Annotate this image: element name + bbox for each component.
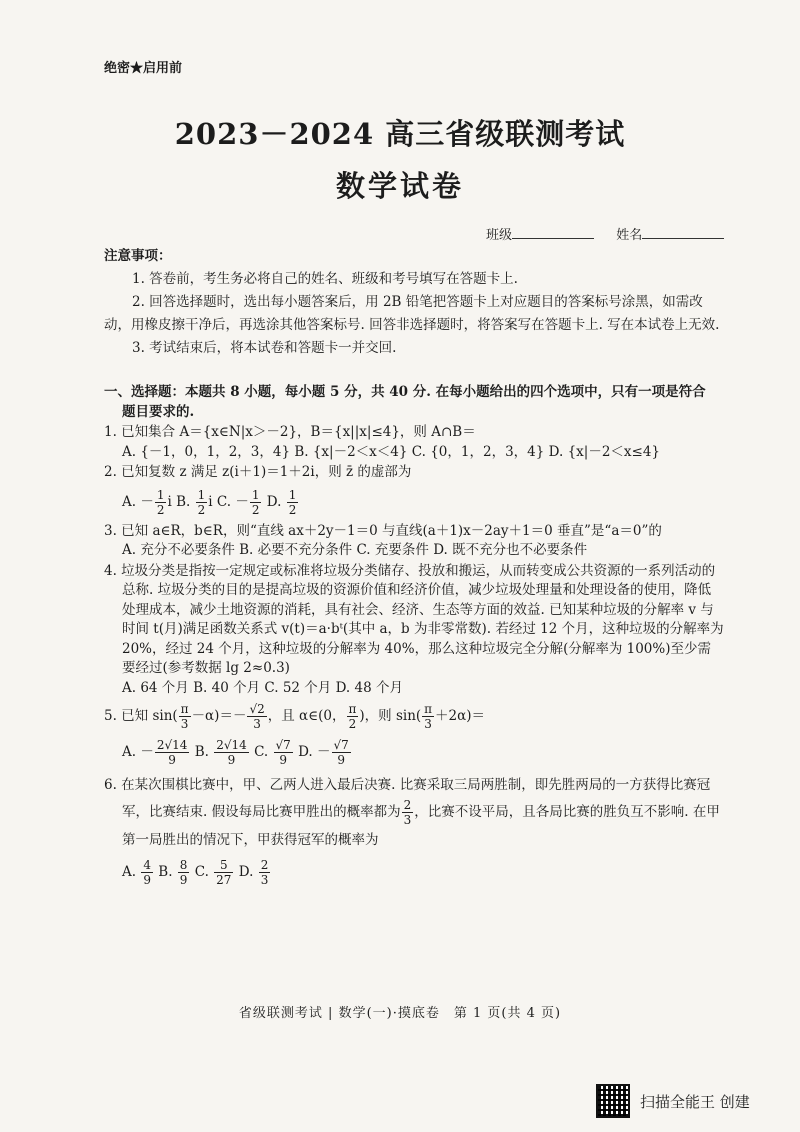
class-name-line bbox=[486, 224, 724, 243]
secret-label: 绝密★启用前 bbox=[104, 61, 183, 76]
question-stem: 4. 垃圾分类是指按一定规定或标准将垃圾分类储存、投放和搬运，从而转变成公共资源的一系列活动的总称. 垃圾分类的目的是提高垃圾的资源价值和经济价值，减少垃圾处理量和处理设备的使用，降低处理成本，减少土地资源的消耗，具有社会、经济、生态等方面的效益. 已知某种垃圾的分解率 v 与时间 t(月)满足函数关系式 v(t)＝a·bᵗ(其中 a，b 为非零常数). 若经过 12 个月，这种垃圾的分解率为 20%，经过 24 个月，这种垃圾的分解率为 40%，那么这种垃圾完全分解(分解率为 100%)至少需要经过(参考数据 lg 2≈0.3) bbox=[104, 562, 724, 676]
option-c: C. $\frac{5}{27}$ bbox=[194, 858, 232, 887]
option-b: B. 必要不充分条件 bbox=[239, 542, 353, 558]
scanner-watermark bbox=[596, 1084, 750, 1118]
option-d: D. － $\frac{√7}{9}$ bbox=[298, 738, 349, 767]
name-label: 姓名 bbox=[616, 228, 643, 243]
option-b: B. 40 个月 bbox=[193, 679, 261, 696]
options bbox=[104, 733, 724, 771]
question-1 bbox=[104, 423, 724, 462]
name-blank bbox=[642, 226, 724, 239]
note-item: 2. 回答选择题时，选出每小题答案后，用 2B 铅笔把答题卡上对应题目的答案标号涂黑，如需改动，用橡皮擦干净后，再选涂其他答案标号. 回答非选择题时，将答案写在答题卡上. 写在本试卷上无效. bbox=[104, 294, 720, 333]
option-a: A. 充分不必要条件 bbox=[122, 542, 235, 558]
options bbox=[104, 483, 724, 521]
option-b: B. {x|－2＜x＜4} bbox=[294, 443, 408, 460]
exam-subtitle: 数学试卷 bbox=[335, 169, 464, 203]
question-2 bbox=[104, 463, 724, 521]
option-c: C. {0，1，2，3，4} bbox=[411, 443, 545, 460]
question-stem: 6. 在某次围棋比赛中，甲、乙两人进入最后决赛. 比赛采取三局两胜制，即先胜两局的一方获得比赛冠军，比赛结束. 假设每局比赛甲胜出的概率都为 $\frac{2}{3}$ ，比赛不设平局，且各局比赛的胜负互不影响. 在甲第一局胜出的情况下，甲获得冠军的概率为 bbox=[104, 777, 720, 848]
section-heading-line1: 一、选择题：本题共 8 小题，每小题 5 分，共 40 分. 在每小题给出的四个选项中，只有一项是符合 bbox=[104, 384, 706, 400]
options bbox=[104, 679, 724, 699]
question-4 bbox=[104, 562, 724, 699]
class-label: 班级 bbox=[486, 228, 513, 243]
note-item: 3. 考试结束后，将本试卷和答题卡一并交回. bbox=[132, 340, 397, 356]
option-b: B. $\frac{8}{9}$ bbox=[158, 858, 188, 887]
exam-title: 2023－2024 高三省级联测考试 bbox=[174, 117, 626, 151]
question-3 bbox=[104, 522, 724, 561]
qr-code-icon bbox=[596, 1084, 630, 1118]
options bbox=[104, 443, 724, 463]
notes-heading: 注意事项： bbox=[104, 248, 172, 264]
question-stem: 2. 已知复数 z 满足 z(i＋1)＝1＋2i，则 z̄ 的虚部为 bbox=[104, 464, 412, 480]
question-stem: 1. 已知集合 A＝{x∈N|x＞－2}，B＝{x||x|≤4}，则 A∩B＝ bbox=[104, 424, 476, 440]
option-a: A. 64 个月 bbox=[122, 679, 189, 696]
option-a: A. {－1，0，1，2，3，4} bbox=[122, 443, 291, 460]
option-c: C. 52 个月 bbox=[264, 679, 332, 696]
option-a: A. － $\frac{2√14}{9}$ bbox=[122, 738, 188, 767]
question-stem: 5. 已知 sin( $\frac{\pi}{3}$ －α)＝－ $\frac{√2}{3}$ ，且 α∈(0， $\frac{\pi}{2}$ )，则 sin( $\frac{\pi}{3}$ ＋2α)＝ bbox=[104, 702, 486, 731]
option-d: D. 48 个月 bbox=[335, 679, 403, 696]
page-footer: 省级联测考试 | 数学(一)·摸底卷 第 1 页(共 4 页) bbox=[238, 1006, 562, 1021]
option-c: C. － $\frac{1}{2}$ bbox=[216, 487, 260, 517]
options bbox=[104, 541, 724, 561]
note-item: 1. 答卷前，考生务必将自己的姓名、班级和考号填写在答题卡上. bbox=[132, 271, 518, 287]
section-heading-line2: 题目要求的. bbox=[122, 403, 195, 420]
option-c: C. $\frac{√7}{9}$ bbox=[254, 738, 291, 767]
option-d: D. $\frac{2}{3}$ bbox=[238, 858, 269, 887]
option-a: A. － $\frac{1}{2}$ i bbox=[122, 487, 172, 517]
questions bbox=[104, 383, 724, 891]
question-5 bbox=[104, 699, 724, 771]
watermark-text: 扫描全能王 创建 bbox=[640, 1092, 750, 1111]
class-blank bbox=[512, 226, 594, 239]
option-b: B. $\frac{1}{2}$ i bbox=[176, 487, 213, 517]
option-d: D. $\frac{1}{2}$ bbox=[266, 487, 297, 517]
option-d: D. {x|－2＜x≤4} bbox=[548, 443, 661, 460]
option-c: C. 充要条件 bbox=[356, 542, 429, 558]
options bbox=[104, 853, 724, 891]
option-b: B. $\frac{2√14}{9}$ bbox=[194, 738, 247, 767]
notes-section bbox=[104, 245, 724, 360]
section-heading bbox=[104, 383, 724, 422]
question-stem: 3. 已知 a∈R，b∈R，则“直线 ax＋2y－1＝0 与直线(a＋1)x－2ay＋1＝0 垂直”是“a＝0”的 bbox=[104, 522, 662, 539]
question-6 bbox=[104, 772, 724, 891]
option-d: D. 既不充分也不必要条件 bbox=[433, 542, 588, 558]
option-a: A. $\frac{4}{9}$ bbox=[122, 858, 151, 887]
